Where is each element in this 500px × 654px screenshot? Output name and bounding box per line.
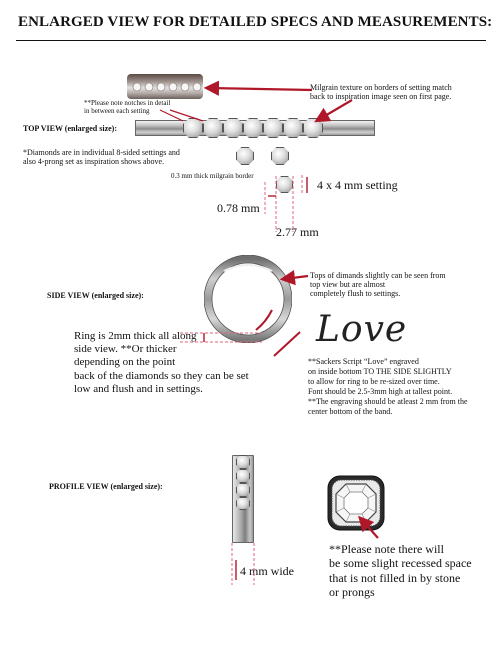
stone-setting	[283, 118, 303, 138]
gap-measure-label: 0.78 mm	[217, 201, 260, 215]
notch-note: **Please note notches in detail in between each setting	[84, 99, 171, 116]
profile-stone	[236, 483, 250, 497]
stone-setting	[203, 118, 223, 138]
profile-stone-column	[234, 455, 252, 510]
title-underline	[16, 40, 486, 41]
width-measure-label: 4 mm wide	[240, 564, 294, 578]
stone-setting	[223, 118, 243, 138]
loose-stone-left	[236, 147, 254, 165]
stone-setting	[303, 118, 323, 138]
engraving-note: **Sackers Script “Love” engraved on inside bottom TO THE SIDE SLIGHTLY to allow for ring to be re-sized over time. Font should be 2.5-3mm high at tallest point. **The engraving should be atleast 2 mm from the center bottom of the band.	[308, 357, 468, 416]
page-title: ENLARGED VIEW FOR DETAILED SPECS AND MEASUREMENTS:	[18, 14, 493, 30]
recess-note: **Please note there will be some slight recessed space that is not filled in by stone or prongs	[329, 542, 472, 600]
engraving-script-sample: Love	[316, 309, 408, 350]
milgrain-note: Milgrain texture on borders of setting match back to inspiration image seen on first page.	[310, 83, 452, 102]
setting-size-label: 4 x 4 mm setting	[317, 178, 398, 192]
profile-stone	[236, 469, 250, 483]
profile-view-heading: PROFILE VIEW (enlarged size):	[49, 482, 163, 491]
stone-setting	[243, 118, 263, 138]
stone-setting	[183, 118, 203, 138]
top-view-heading: TOP VIEW (enlarged size):	[23, 124, 117, 133]
inspiration-photo-crop	[127, 74, 203, 99]
border-note: 0.3 mm thick milgrain border	[171, 172, 254, 180]
pitch-measure-label: 2.77 mm	[276, 225, 319, 239]
profile-stone	[236, 455, 250, 469]
loose-stone-right	[271, 147, 289, 165]
tops-note: Tops of dimands slightly can be seen from top view but are almost completely flush to settings.	[310, 271, 446, 299]
top-view-stone-row	[183, 118, 327, 138]
thickness-note: Ring is 2mm thick all along side view. **Or thicker depending on the point back of the diamonds so they can be set low and flush and in settings.	[74, 330, 249, 395]
stone-setting	[263, 118, 283, 138]
settings-note: *Diamonds are in individual 8-sided settings and also 4-prong set as inspiration shows above.	[23, 148, 180, 167]
measured-stone-setting	[276, 176, 293, 193]
side-view-heading: SIDE VIEW (enlarged size):	[47, 291, 144, 300]
profile-stone	[236, 497, 250, 510]
enlarged-setting-detail	[326, 474, 386, 532]
